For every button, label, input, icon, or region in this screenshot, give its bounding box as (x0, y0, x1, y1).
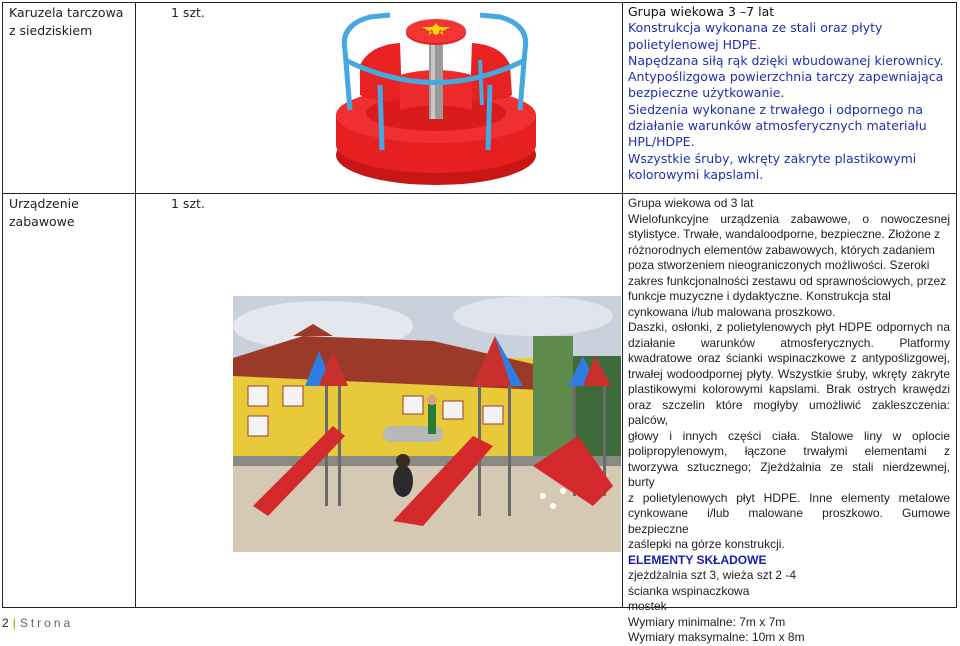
carousel-illustration (330, 5, 540, 187)
table-border-left (2, 2, 3, 608)
row1-desc-line: Konstrukcja wykonana ze stali oraz płyty polietylenowej HDPE. (628, 20, 883, 52)
row2-desc-line: działanie warunków atmosferycznych. Platformy (628, 335, 950, 350)
page-footer (2, 616, 73, 630)
row2-components-heading: ELEMENTY SKŁADOWE (628, 552, 767, 567)
row2-age-group: Grupa wiekowa od 3 lat (628, 196, 754, 210)
footer-separator: | (12, 616, 16, 630)
playground-photo (233, 296, 621, 552)
column-divider-name (135, 2, 136, 608)
row2-desc-line: kwadratowe oraz ścianki wspinaczkowe z antypoślizgowej, (628, 351, 950, 365)
column-divider-desc (622, 2, 623, 608)
row2-component-item: mostek (628, 599, 667, 613)
row2-product-name: Urządzenie zabawowe (9, 196, 79, 229)
row2-component-item: zjeżdżalnia szt 3, wieża szt 2 -4 (628, 568, 797, 582)
row2-max-dimensions: Wymiary maksymalne: 10m x 8m (628, 630, 805, 644)
carousel-image (330, 5, 540, 187)
row1-description (628, 4, 954, 183)
table-border-top (2, 2, 957, 3)
row2-desc-line: zaślepki na górze konstrukcji. (628, 537, 785, 551)
row2-desc-line: trwałej wodoodpornej płyty. Wszystkie śruby, wkręty zakryte (628, 366, 950, 381)
row2-desc-line: polipropylenowym, łączone trwałymi elementami z (628, 444, 950, 458)
row2-quantity: 1 szt. (171, 196, 205, 211)
row2-desc-line: oraz szczelin które mogłyby umożliwić zakleszczenia: palców, (628, 397, 950, 427)
row1-desc-line: Napędzana siłą rąk dzięki wbudowanej kierownicy. (628, 52, 944, 68)
row1-quantity: 1 szt. (171, 5, 205, 20)
row2-desc-line: cynkowane i/lub malowane proszkowo. Gumowe bezpieczne (628, 506, 950, 536)
row1-desc-line: Antypoślizgowa powierzchnia tarczy zapewniająca bezpieczne użytkowanie. (628, 69, 944, 101)
row2-desc-line: tworzywa sztucznego; Zjeżdżalnia ze stali nierdzewnej, burty (628, 459, 950, 489)
row2-desc-line: różnorodnych elementów zabawowych, których zadaniem (628, 242, 935, 257)
row2-component-item: ścianka wspinaczkowa (628, 583, 750, 598)
row2-desc-line: Daszki, osłonki, z polietylenowych płyt HDPE odpornych na (628, 320, 950, 334)
row2-desc-line: funkcje muzyczne i dydaktyczne. Konstrukcja stal (628, 289, 891, 303)
row2-desc-line: z polietylenowych płyt HDPE. Inne elementy metalowe (628, 490, 950, 505)
page-number: 2 (2, 616, 9, 630)
row2-desc-line: głowy i innych części ciała. Stalowe liny w oplocie (628, 428, 950, 443)
row1-desc-line: Wszystkie śruby, wkręty zakryte plastikowymi kolorowymi kapslami. (628, 150, 917, 182)
row2-desc-line: Wielofunkcyjne urządzenia zabawowe, o nowoczesnej (628, 211, 950, 226)
table-row-divider (2, 193, 957, 194)
row1-age-group: Grupa wiekowa 3 –7 lat (628, 4, 775, 19)
row2-desc-line: zakres funkcjonalności zestawu od sprawnościowych, przez (628, 273, 947, 288)
table-border-right (956, 2, 957, 608)
row2-desc-line: stylistyce. Trwałe, wandaloodporne, bezpieczne. Złożone z (628, 227, 941, 241)
row1-product-name: Karuzela tarczowa z siedziskiem (9, 5, 124, 38)
row2-min-dimensions: Wymiary minimalne: 7m x 7m (628, 614, 786, 629)
row2-desc-line: poza stworzeniem nieograniczonych możliwości. Szeroki (628, 258, 930, 272)
row2-description (628, 196, 950, 646)
page-label: Strona (19, 616, 74, 630)
row1-desc-line: Siedzenia wykonane z trwałego i odpornego na działanie warunków atmosferycznych materiału HPL/HDPE. (628, 101, 927, 150)
row2-desc-line: plastikowymi kolorowymi kapslami. Brak ostrych krawędzi (628, 382, 950, 396)
playground-illustration (233, 296, 621, 552)
row2-desc-line: cynkowana i/lub malowana proszkowo. (628, 304, 836, 319)
